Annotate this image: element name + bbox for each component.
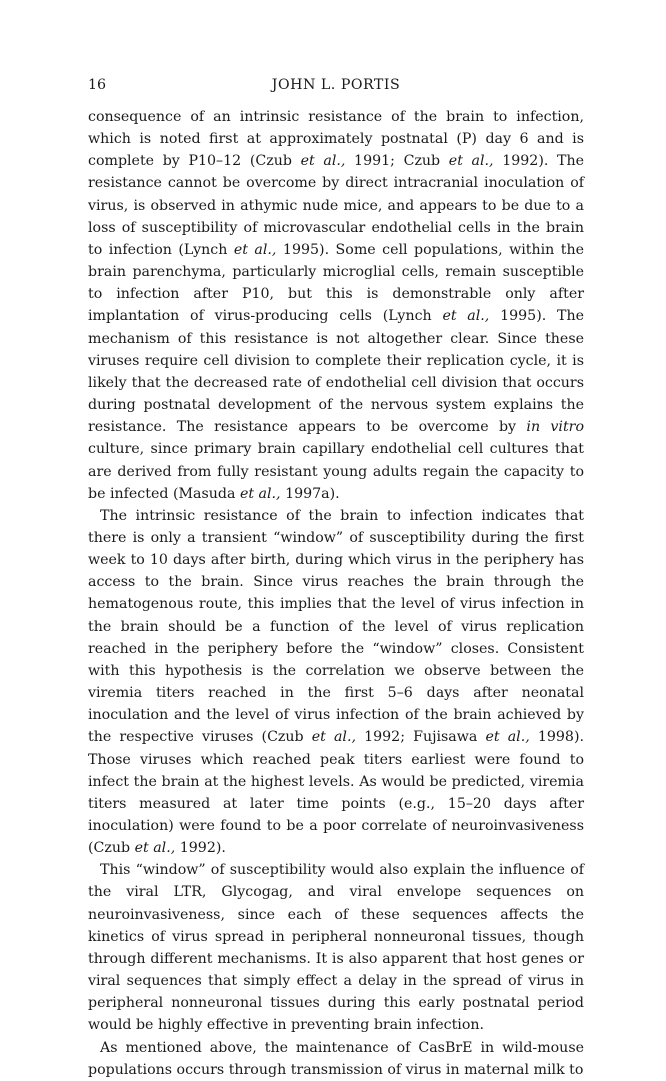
running-title: JOHN L. PORTIS bbox=[271, 77, 401, 93]
italic-text: et al., bbox=[134, 840, 176, 857]
running-head bbox=[88, 74, 584, 96]
text-run: 1992). The resistance cannot be overcome by direct intracranial inoculation of virus, is observed in athymic nude mice, and appears to be due to a loss of susceptibility of microvascular endothelial cells in the brain to infection (Lynch bbox=[88, 153, 585, 258]
document-page bbox=[88, 74, 584, 1081]
paragraph bbox=[88, 505, 584, 860]
paragraph bbox=[88, 106, 584, 505]
italic-text: in vitro bbox=[526, 419, 584, 436]
italic-text: et al., bbox=[442, 308, 490, 325]
italic-text: et al., bbox=[239, 485, 281, 502]
text-run: 1992). bbox=[175, 840, 226, 857]
text-run: 1991; Czub bbox=[345, 153, 449, 170]
italic-text: et al., bbox=[311, 729, 356, 746]
text-run: consequence of an intrinsic resistance of the brain to infection, which is noted first at approximately postnatal (P) day 6 and is complete by P10–12 (Czub bbox=[88, 109, 584, 170]
page-number: 16 bbox=[88, 77, 107, 93]
italic-text: et al., bbox=[448, 153, 494, 170]
text-run: 1998). Those viruses which reached peak titers earliest were found to infect the brain at the highest levels. As would be predicted, viremia titers measured at later time points (e.g., 15–20 days after inoculation) were found to be a poor correlate of neuroinvasiveness (Czub bbox=[88, 729, 584, 857]
text-run: culture, since primary brain capillary endothelial cell cultures that are derived from fully resistant young adults regain the capacity to be infected (Masuda bbox=[88, 441, 584, 502]
italic-text: et al., bbox=[233, 241, 277, 258]
text-run: 1992; Fujisawa bbox=[355, 729, 486, 746]
text-run: 1995). The mechanism of this resistance is not altogether clear. Since these viruses require cell division to complete their replication cycle, it is likely that the decreased rate of endothelial cell division that occurs during postnatal development of the nervous system explains the resistance. The resistance appears to be overcome by bbox=[88, 308, 585, 436]
text-run: This “window” of susceptibility would also explain the influence of the viral LTR, Glycogag, and viral envelope sequences on neuroinvasiveness, since each of these sequences affects the kinetics of virus spread in peripheral nonneuronal tissues, though through different mechanisms. It is also apparent that host genes or viral sequences that simply effect a delay in the spread of virus in peripheral nonneuronal tissues during this early postnatal period would be highly effective in preventing brain infection. bbox=[88, 862, 584, 1034]
text-run: As mentioned above, the maintenance of CasBrE in wild-mouse populations occurs through transmission of virus in maternal milk to bbox=[88, 1039, 584, 1078]
text-run: 1995). Some cell populations, within the brain parenchyma, particularly microglial cells, remain susceptible to infection after P10, but this is demonstrable only after implantation of virus-producing cells (Lynch bbox=[88, 241, 585, 325]
paragraph bbox=[88, 859, 584, 1036]
italic-text: et al., bbox=[485, 729, 530, 746]
text-run: 1997a). bbox=[280, 485, 340, 502]
body-text bbox=[88, 106, 584, 1081]
text-run: The intrinsic resistance of the brain to infection indicates that there is only a transient “window” of susceptibility during the first week to 10 days after birth, during which virus in the periphery has access to the brain. Since virus reaches the brain through the hematogenous route, this implies that the level of virus infection in the brain should be a function of the level of virus replication reached in the periphery before the “window” closes. Consistent with this hypothesis is the correlation we observe between the viremia titers reached in the first 5–6 days after neonatal inoculation and the level of virus infection of the brain achieved by the respective viruses (Czub bbox=[88, 507, 584, 746]
italic-text: et al., bbox=[300, 153, 346, 170]
paragraph bbox=[88, 1037, 584, 1081]
